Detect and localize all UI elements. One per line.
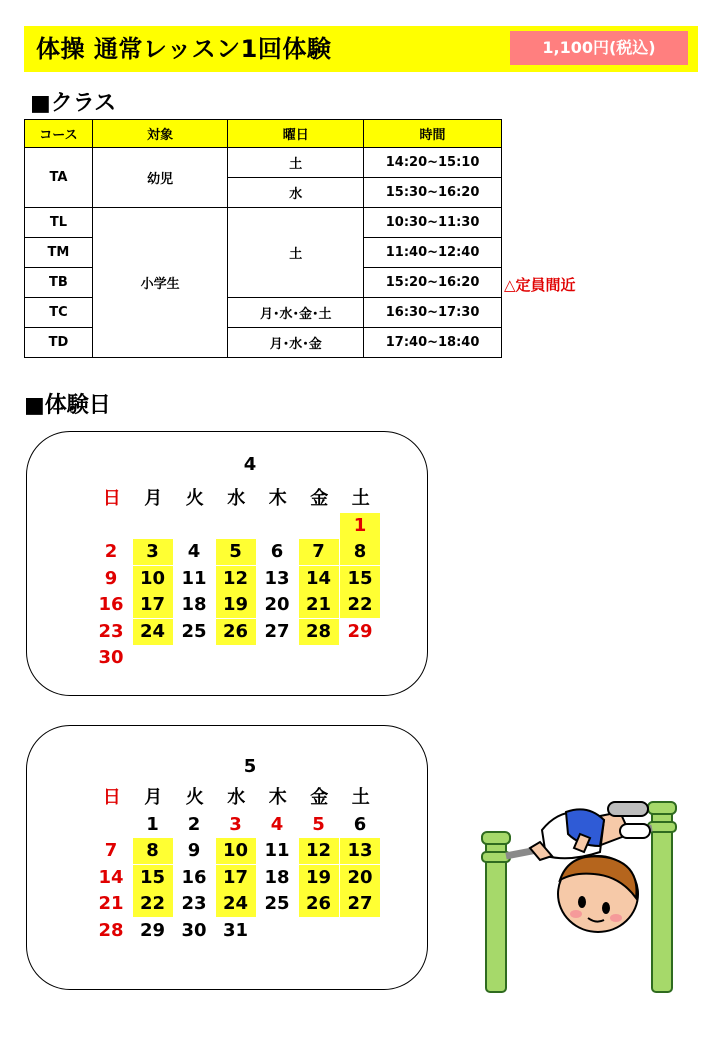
calendar-day: 13 <box>340 838 380 864</box>
class-section-title: ■クラス <box>30 91 117 116</box>
day-cell: 土 <box>228 208 364 298</box>
table-header-row <box>25 120 502 148</box>
header-day: 曜日 <box>228 120 364 148</box>
course-cell: TD <box>25 328 93 358</box>
weekday-header: 木 <box>268 787 287 808</box>
calendar-day: 24 <box>216 891 256 917</box>
trial-section-title: ■体験日 <box>24 393 111 418</box>
calendar-day: 20 <box>340 865 380 891</box>
capacity-note: △定員間近 <box>504 276 576 294</box>
calendar-grid <box>91 785 382 944</box>
calendar-day: 5 <box>216 539 256 565</box>
day-cell: 土 <box>228 148 364 178</box>
calendar-day: 25 <box>264 893 290 914</box>
calendar-day: 30 <box>181 919 207 941</box>
calendar-day: 26 <box>299 891 339 917</box>
calendar-day: 21 <box>299 592 339 618</box>
calendar-day: 16 <box>181 866 207 888</box>
weekday-header: 月 <box>144 488 163 509</box>
course-cell: TM <box>25 238 93 268</box>
time-cell: 16:30~17:30 <box>364 298 502 328</box>
calendar-day: 28 <box>98 919 124 941</box>
day-cell: 月･水･金･土 <box>228 298 364 328</box>
day-cell: 水 <box>228 178 364 208</box>
calendar-empty-cell <box>91 513 131 539</box>
price-badge: 1,100円(税込) <box>510 31 688 65</box>
header-time: 時間 <box>364 120 502 148</box>
weekday-header: 土 <box>351 488 370 509</box>
calendar-day: 20 <box>264 594 290 615</box>
target-cell: 幼児 <box>92 148 228 208</box>
calendar-day: 24 <box>133 619 173 645</box>
calendar-day: 26 <box>216 619 256 645</box>
time-cell: 15:20~16:20 <box>364 268 502 298</box>
weekday-header: 金 <box>310 787 329 808</box>
target-cell: 小学生 <box>92 208 228 358</box>
calendar-day: 15 <box>340 566 380 592</box>
calendar-april <box>26 431 428 696</box>
time-cell: 17:40~18:40 <box>364 328 502 358</box>
calendar-month-label: 5 <box>243 756 257 777</box>
calendar-day: 3 <box>133 539 173 565</box>
calendar-day: 30 <box>98 647 124 668</box>
calendar-day: 6 <box>270 541 284 562</box>
calendar-day: 22 <box>340 592 380 618</box>
calendar-day: 9 <box>104 567 118 589</box>
weekday-header: 金 <box>310 488 329 509</box>
calendar-day: 8 <box>340 539 380 565</box>
calendar-day: 25 <box>181 620 207 642</box>
calendar-day: 29 <box>139 919 166 941</box>
course-cell: TB <box>25 268 93 298</box>
calendar-day: 21 <box>98 893 124 914</box>
calendar-day: 18 <box>181 594 207 615</box>
calendar-day: 22 <box>133 891 173 917</box>
calendar-day: 31 <box>222 919 249 941</box>
calendar-day: 4 <box>187 541 201 562</box>
calendar-day: 9 <box>187 840 201 861</box>
calendar-day: 7 <box>104 840 118 861</box>
calendar-day: 1 <box>340 513 380 539</box>
calendar-empty-cell <box>216 513 256 539</box>
calendar-day: 16 <box>98 594 124 615</box>
calendar-day: 17 <box>216 865 256 891</box>
calendar-empty-cell <box>91 812 131 838</box>
weekday-header: 月 <box>144 787 163 808</box>
time-cell: 14:20~15:10 <box>364 148 502 178</box>
course-cell: TL <box>25 208 93 238</box>
page-title: 体操 通常レッスン1回体験 <box>36 35 332 63</box>
calendar-day: 27 <box>340 891 380 917</box>
class-table <box>24 119 502 358</box>
calendar-day: 6 <box>353 813 367 835</box>
weekday-header: 火 <box>185 787 204 808</box>
calendar-day: 7 <box>299 539 339 565</box>
calendar-day: 14 <box>98 866 124 888</box>
weekday-header: 水 <box>227 488 246 509</box>
calendar-day: 2 <box>187 813 201 835</box>
calendar-day: 10 <box>133 566 173 592</box>
header-banner <box>24 26 698 72</box>
calendar-day: 23 <box>98 620 124 642</box>
calendar-grid <box>91 486 382 672</box>
calendar-day: 19 <box>299 865 339 891</box>
table-row <box>25 148 502 178</box>
calendar-empty-cell <box>133 513 173 539</box>
weekday-header: 日 <box>102 787 121 808</box>
calendar-day: 4 <box>270 813 284 835</box>
time-cell: 11:40~12:40 <box>364 238 502 268</box>
calendar-day: 1 <box>146 813 159 835</box>
calendar-day: 23 <box>181 893 207 914</box>
calendar-day: 5 <box>312 813 325 835</box>
calendar-day: 12 <box>299 838 339 864</box>
calendar-day: 15 <box>133 865 173 891</box>
calendar-day: 11 <box>264 840 290 861</box>
calendar-day: 10 <box>216 838 256 864</box>
calendar-day: 19 <box>216 592 256 618</box>
time-cell: 15:30~16:20 <box>364 178 502 208</box>
calendar-empty-cell <box>257 513 297 539</box>
calendar-day: 12 <box>216 566 256 592</box>
weekday-header: 木 <box>268 488 287 509</box>
calendar-day: 8 <box>133 838 173 864</box>
calendar-day: 18 <box>264 866 290 888</box>
calendar-empty-cell <box>174 513 214 539</box>
day-cell: 月･水･金 <box>228 328 364 358</box>
calendar-day: 14 <box>299 566 339 592</box>
weekday-header: 水 <box>227 787 246 808</box>
calendar-day: 27 <box>264 620 290 642</box>
calendar-day: 17 <box>133 592 173 618</box>
calendar-month-label: 4 <box>243 454 257 475</box>
calendar-day: 2 <box>104 541 118 562</box>
weekday-header: 日 <box>102 488 121 509</box>
course-cell: TA <box>25 148 93 208</box>
calendar-may <box>26 725 428 990</box>
calendar-empty-cell <box>299 513 339 539</box>
calendar-day: 13 <box>264 567 290 589</box>
calendar-day: 11 <box>181 567 207 589</box>
header-course: コース <box>25 120 93 148</box>
weekday-header: 土 <box>351 787 370 808</box>
header-target: 対象 <box>92 120 228 148</box>
course-cell: TC <box>25 298 93 328</box>
time-cell: 10:30~11:30 <box>364 208 502 238</box>
weekday-header: 火 <box>185 488 204 509</box>
calendar-day: 3 <box>229 813 242 835</box>
table-row <box>25 208 502 238</box>
calendar-day: 29 <box>347 620 373 642</box>
calendar-day: 28 <box>299 619 339 645</box>
child-on-bar-illustration <box>470 790 680 1000</box>
